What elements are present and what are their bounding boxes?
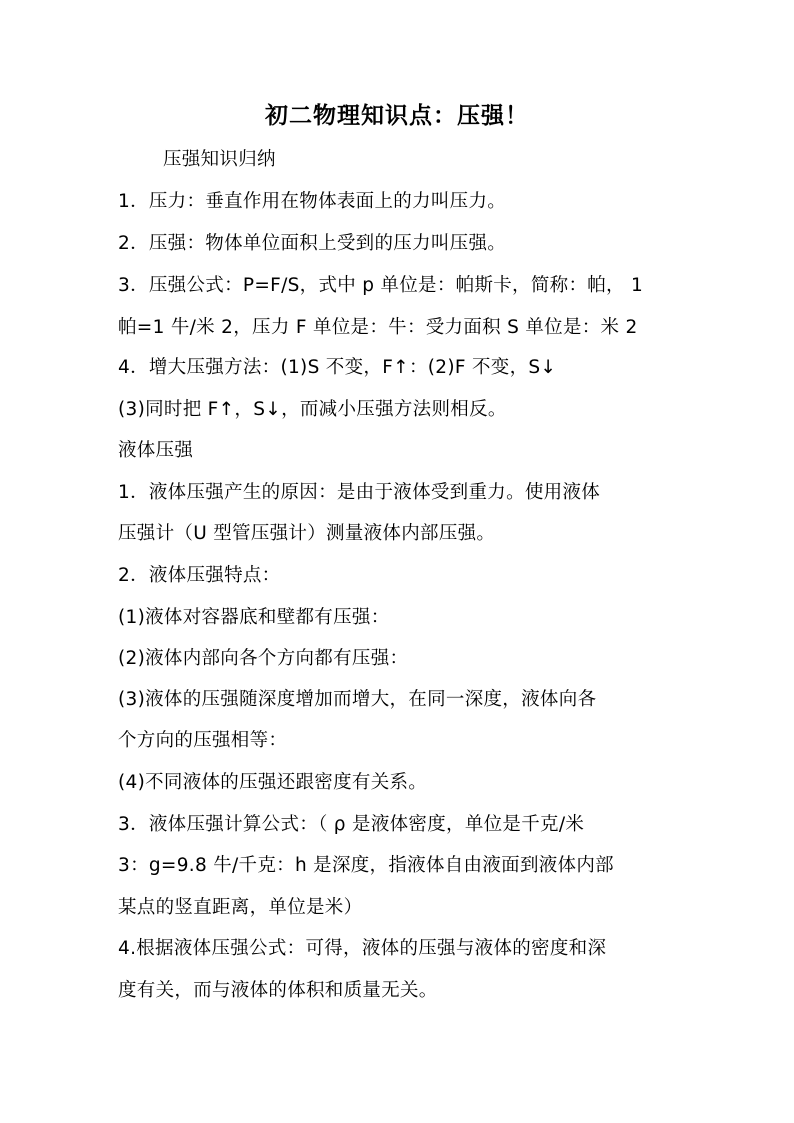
- paragraph-line: 个方向的压强相等：: [118, 730, 288, 751]
- paragraph-line: (3)同时把 F↑，S↓，而减小压强方法则相反。: [118, 399, 507, 420]
- paragraph-line: 度有关，而与液体的体积和质量无关。: [118, 980, 438, 1001]
- section-heading-pressure-summary: 压强知识归纳: [163, 149, 276, 170]
- paragraph-line: (2)液体内部向各个方向都有压强：: [118, 648, 409, 669]
- paragraph-line: (4)不同液体的压强还跟密度有关系。: [118, 772, 428, 793]
- paragraph-line: 3．液体压强计算公式：（ ρ 是液体密度，单位是千克/米: [118, 814, 585, 835]
- paragraph-line: 1．压力：垂直作用在物体表面上的力叫压力。: [118, 191, 507, 212]
- paragraph-line: 2．液体压强特点：: [118, 565, 281, 586]
- paragraph-line: 3：g=9.8 牛/千克：h 是深度，指液体自由液面到液体内部: [118, 855, 614, 876]
- paragraph-line: 压强计（U 型管压强计）测量液体内部压强。: [118, 523, 496, 544]
- paragraph-line: 2．压强：物体单位面积上受到的压力叫压强。: [118, 233, 507, 254]
- paragraph-line: 3．压强公式：P=F/S，式中 p 单位是：帕斯卡，简称：帕， 1: [118, 275, 644, 296]
- page-title: 初二物理知识点：压强！: [265, 102, 529, 129]
- paragraph-line: 4．增大压强方法：(1)S 不变，F↑：(2)F 不变，S↓: [118, 357, 557, 378]
- paragraph-line: (3)液体的压强随深度增加而增大，在同一深度，液体向各: [118, 689, 597, 710]
- paragraph-line: (1)液体对容器底和壁都有压强：: [118, 607, 390, 628]
- section-heading-liquid-pressure: 液体压强: [118, 440, 194, 461]
- paragraph-line: 帕=1 牛/米 2，压力 F 单位是：牛：受力面积 S 单位是：米 2: [118, 317, 638, 338]
- paragraph-line: 某点的竖直距离，单位是米）: [118, 897, 363, 918]
- paragraph-line: 1．液体压强产生的原因：是由于液体受到重力。使用液体: [118, 482, 601, 503]
- paragraph-line: 4.根据液体压强公式：可得，液体的压强与液体的密度和深: [118, 938, 607, 959]
